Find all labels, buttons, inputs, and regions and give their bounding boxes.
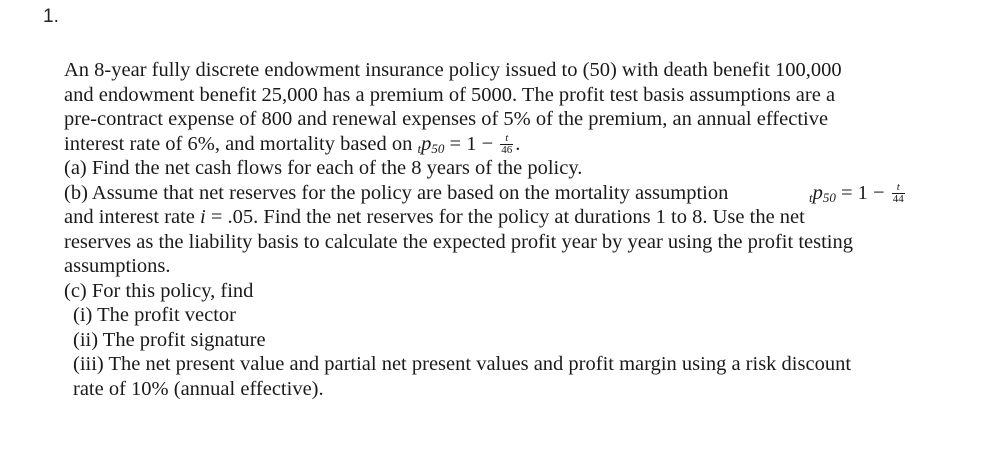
mortality-formula-44: $tp_{50} = 1$ − $\frac{t}{44}$	[809, 181, 904, 206]
problem-text	[64, 58, 964, 401]
problem-line-1: An 8-year fully discrete endowment insurance policy issued to (50) with death benefit 100,000	[64, 59, 842, 81]
part-c-line-1: (c) For this policy, find	[64, 279, 254, 302]
problem-line-2: and endowment benefit 25,000 has a premium of 5000. The profit test basis assumptions are a	[64, 83, 836, 106]
part-b-line-1: (b) Assume that net reserves for the policy are based on the mortality assumption $tp_{50} = 1$ − $\frac{t}{44}$	[64, 181, 964, 206]
problem-line-3: pre-contract expense of 800 and renewal expenses of 5% of the premium, an annual effective	[64, 108, 829, 130]
interest-symbol: i	[200, 206, 206, 228]
part-c-iii-cont: rate of 10% (annual effective).	[73, 377, 324, 400]
part-b-line-3: reserves as the liability basis to calculate the expected profit year by year using the profit testing	[64, 230, 853, 253]
part-c-ii: (ii) The profit signature	[73, 328, 266, 351]
problem-line-4-text: interest rate of 6%, and mortality based on	[64, 132, 413, 155]
part-a: (a) Find the net cash flows for each of the 8 years of the policy.	[64, 157, 583, 179]
part-c-i: (i) The profit vector	[73, 304, 236, 326]
part-b-line-4: assumptions.	[64, 255, 171, 277]
question-number: 1.	[43, 6, 59, 27]
problem-line-4	[64, 132, 964, 157]
part-b-line-2: and interest rate i = .05. Find the net reserves for the policy at durations 1 to 8. Use the net	[64, 206, 805, 228]
part-c-iii: (iii) The net present value and partial net present values and profit margin using a risk discount	[73, 353, 852, 375]
mortality-formula-46: $tp_{50} = 1$ − $\frac{t}{46}$ .	[417, 132, 521, 157]
